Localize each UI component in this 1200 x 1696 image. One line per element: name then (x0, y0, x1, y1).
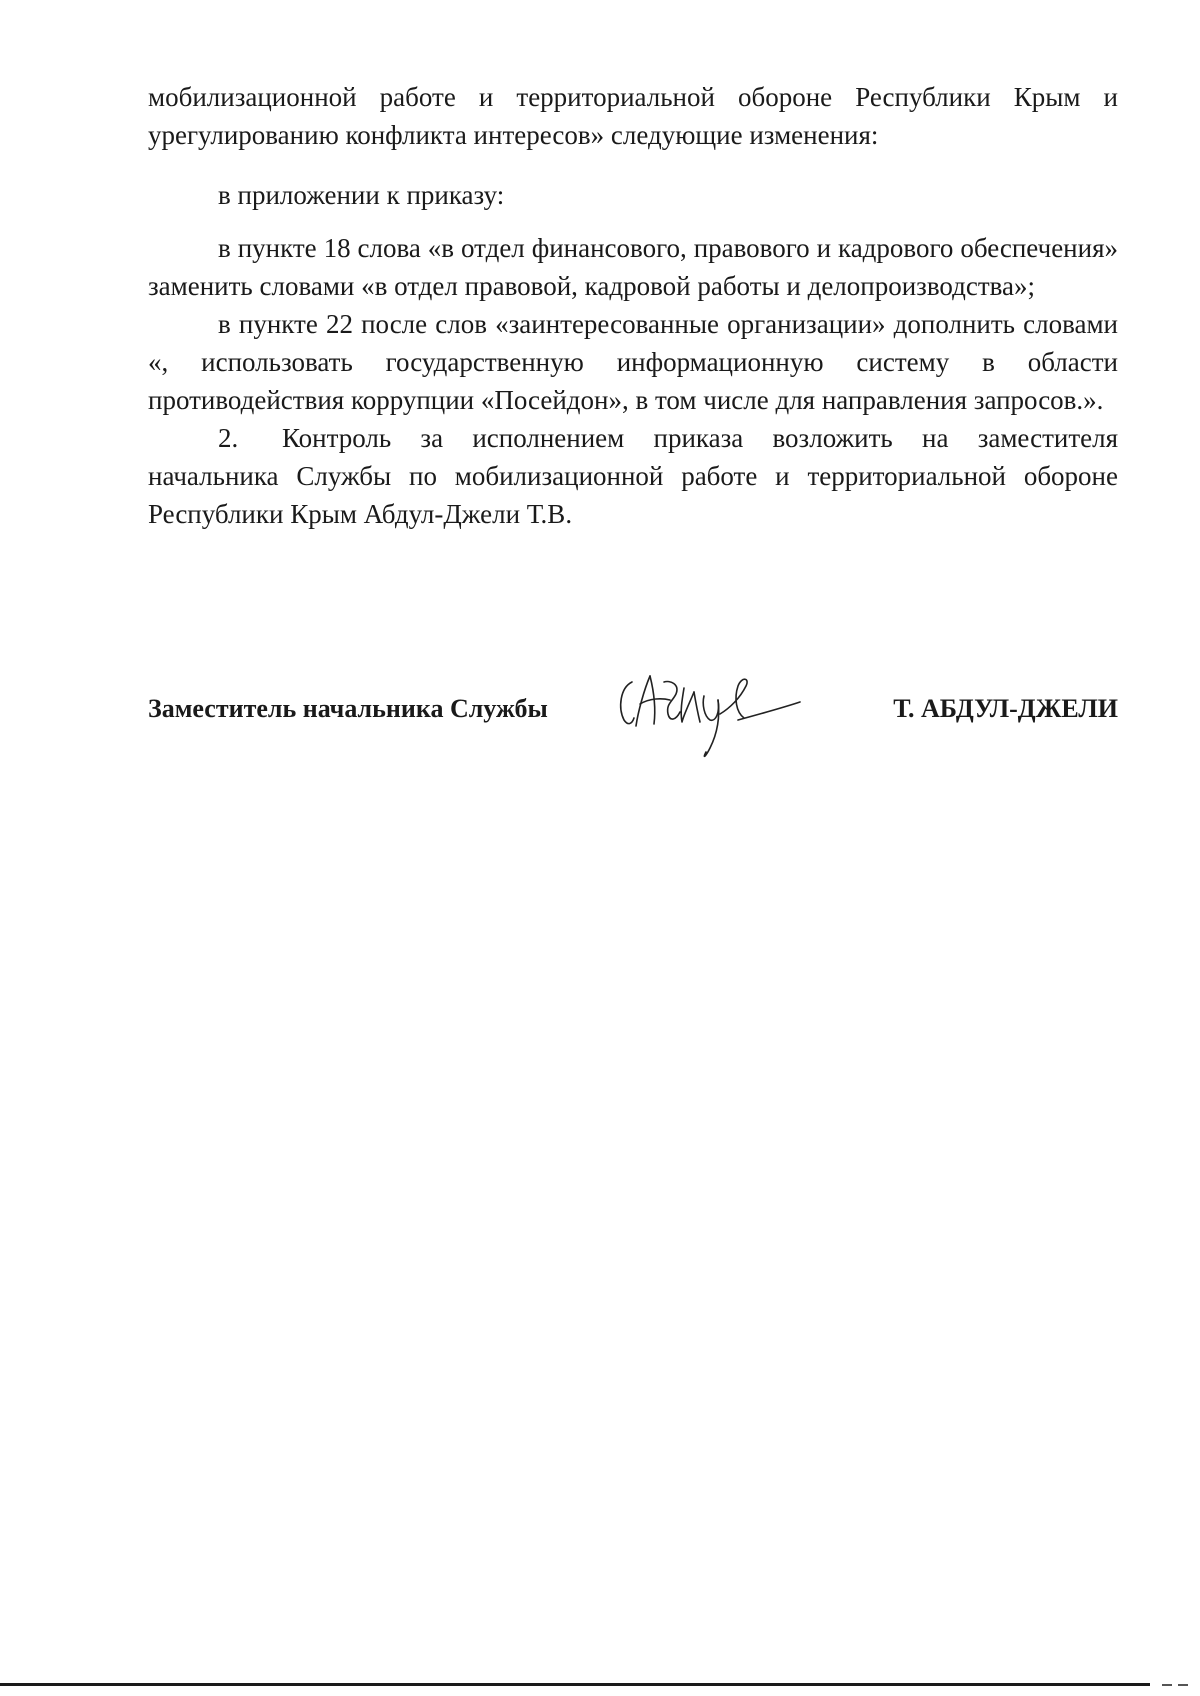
signatory-name: Т. АБДУЛ-ДЖЕЛИ (893, 694, 1118, 723)
signature-block (148, 668, 1118, 778)
paragraph-point-2 (148, 419, 1118, 533)
point-2-text: Контроль за исполнением приказа возложить на заместителя начальника Службы по мобилизационной работе и территориальной обороне Республики Крым Абдул-Джели Т.В. (148, 423, 1118, 529)
handwritten-signature-icon (610, 668, 810, 768)
rule-dash-1 (1162, 1684, 1172, 1686)
page-bottom-rule (0, 1683, 1150, 1686)
document-body (148, 78, 1118, 533)
paragraph-item-22: в пункте 22 после слов «заинтересованные организации» дополнить словами «, использовать государственную информационную систему в области противодействия коррупции «Посейдон», в том числе для направления запросов.». (148, 309, 1118, 415)
paragraph-appendix-heading: в приложении к приказу: (218, 180, 505, 210)
paragraph-item-18: в пункте 18 слова «в отдел финансового, правового и кадрового обеспечения» заменить словами «в отдел правовой, кадровой работы и делопроизводства»; (148, 233, 1118, 301)
paragraph-intro-continuation: мобилизационной работе и территориальной обороне Республики Крым и урегулированию конфликта интересов» следующие изменения: (148, 82, 1118, 150)
rule-dash-2 (1178, 1684, 1188, 1686)
signatory-position: Заместитель начальника Службы (148, 694, 548, 723)
point-number: 2. (218, 423, 239, 453)
